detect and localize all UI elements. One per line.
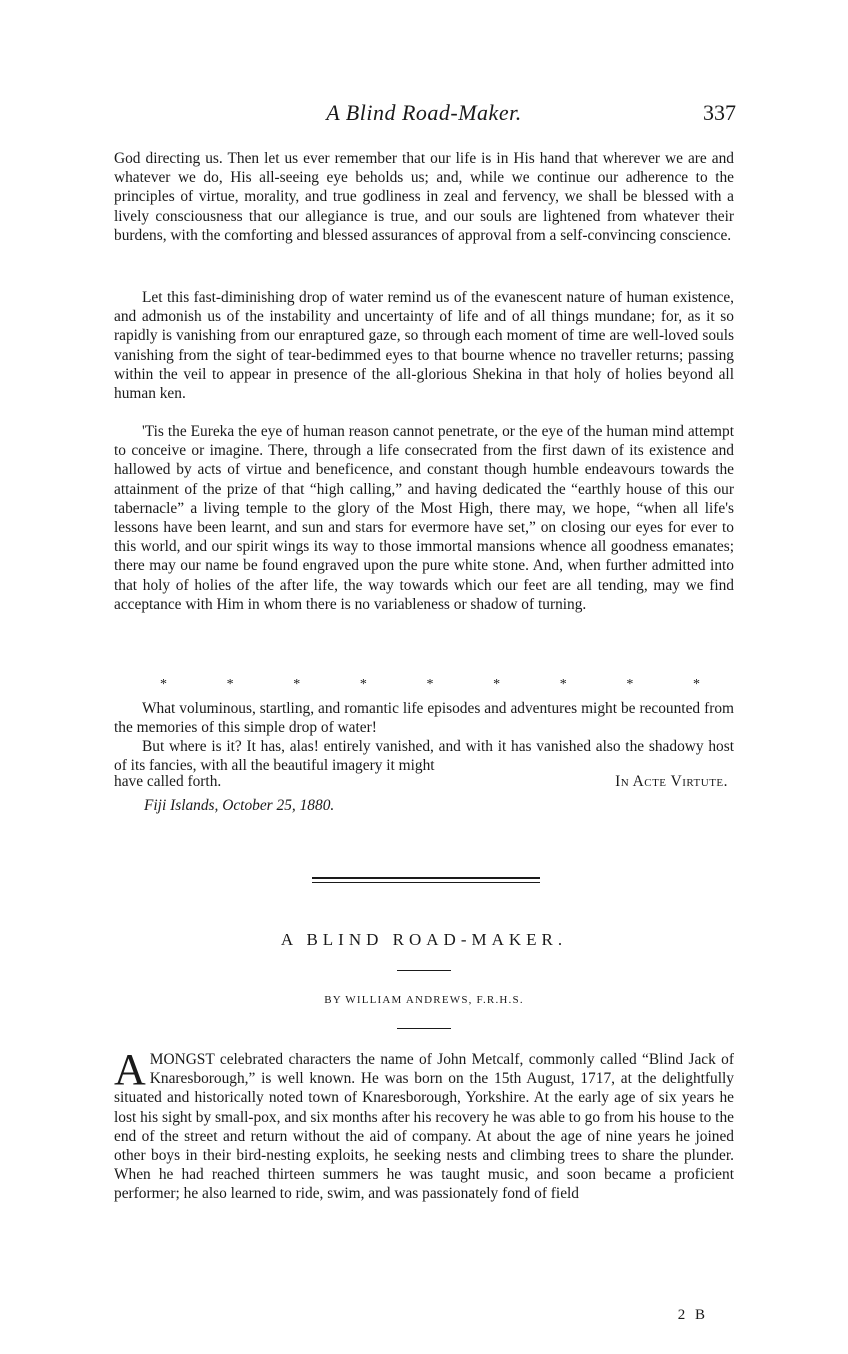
dateline: Fiji Islands, October 25, 1880. xyxy=(144,797,335,814)
author-signature: In Acte Virtute. xyxy=(615,773,728,790)
asterisk: * xyxy=(359,677,367,692)
section-break-asterisks xyxy=(160,677,700,693)
asterisk: * xyxy=(693,677,700,692)
opening-text: celebrated characters the name of John Metcalf, commonly called “Blind Jack of Knaresborough,” is well known. He was born on the 15th August, 1717, at the delightfully situated and historically noted town of Knaresborough, Yorkshire. At the early age of six years he lost his sight by small-pox, and six months after his recovery he was able to go from his house to the end of the street and return without the aid of company. At about the age of nine years he joined other boys in their bird-nesting exploits, he seeking nests and climbing trees to share the plunder. When he had reached thirteen summers he was taught music, and soon became a proficient performer; he also learned to ride, swim, and was passionately fond of field xyxy=(114,1051,734,1203)
page-number: 337 xyxy=(703,100,736,125)
article-title: A BLIND ROAD-MAKER. xyxy=(280,930,568,949)
double-rule-top xyxy=(312,877,540,879)
closing-text: have called forth. xyxy=(114,773,222,790)
title-rule xyxy=(397,970,451,971)
paragraph-5: But where is it? It has, alas! entirely vanished, and with it has vanished also the shadowy host of its fancies, with all the beautiful imagery it might xyxy=(114,738,734,775)
asterisk: * xyxy=(293,677,301,692)
byline-rule xyxy=(397,1028,451,1029)
asterisk: * xyxy=(426,677,434,692)
byline: BY WILLIAM ANDREWS, F.R.H.S. xyxy=(324,994,524,1006)
asterisk: * xyxy=(226,677,234,692)
asterisk: * xyxy=(559,677,567,692)
paragraph-2: Let this fast-diminishing drop of water remind us of the evanescent nature of human existence, and admonish us of the instability and uncertainty of life and of all things mundane; for, as it so rapidly is vanishing from our enraptured gaze, so through each moment of time are well-loved souls vanishing from the sight of tear-bedimmed eyes to that bourne whence no traveller returns; passing within the veil to appear in presence of the all-glorious Shekina in that holy of holies beyond all human ken. xyxy=(114,289,734,403)
running-title: A Blind Road-Maker. xyxy=(326,100,522,125)
running-head xyxy=(0,98,848,128)
double-rule-bottom xyxy=(312,882,540,883)
asterisk: * xyxy=(493,677,501,692)
paragraph-4: What voluminous, startling, and romantic life episodes and adventures might be recounted from the memories of this simple drop of water! xyxy=(114,700,734,737)
asterisk: * xyxy=(626,677,634,692)
first-word-rest: MONGST xyxy=(149,1051,215,1068)
paragraph-1: God directing us. Then let us ever remember that our life is in His hand that wherever we are and whatever we do, His all-seeing eye beholds us; and, while we continue our adherence to the principles of virtue, morality, and true godliness in zeal and fervency, we shall be blessed with a lively consciousness that our allegiance is true, and our souls are lightened from whatever their burdens, with the comforting and blessed assurances of approval from a self-convincing conscience. xyxy=(114,150,734,244)
drop-cap: A xyxy=(114,1045,146,1094)
article-opening-paragraph xyxy=(114,1045,734,1204)
asterisk: * xyxy=(160,677,167,692)
closing-line xyxy=(114,773,734,793)
paragraph-3: 'Tis the Eureka the eye of human reason cannot penetrate, or the eye of the human mind attempt to conceive or imagine. There, through a life consecrated from the first dawn of its existence and hallowed by acts of virtue and beneficence, and constant though humble endeavours towards the attainment of the prize of that “high calling,” and having dedicated the “earthly house of this our tabernacle” a living temple to the glory of the Most High, there may, we hope, “when all life's lessons have been learnt, and sun and stars for evermore have set,” on closing our eyes for ever to this world, and our spirit wings its way to those immortal mansions whence all goodness emanates; there may our name be found engraved upon the pure white stone. And, when further admitted into that holy of holies of the after life, the way towards which our feet are all tending, may we find acceptance with Him in whom there is no variableness or shadow of turning. xyxy=(114,423,734,613)
signature-mark: 2 B xyxy=(677,1307,708,1323)
